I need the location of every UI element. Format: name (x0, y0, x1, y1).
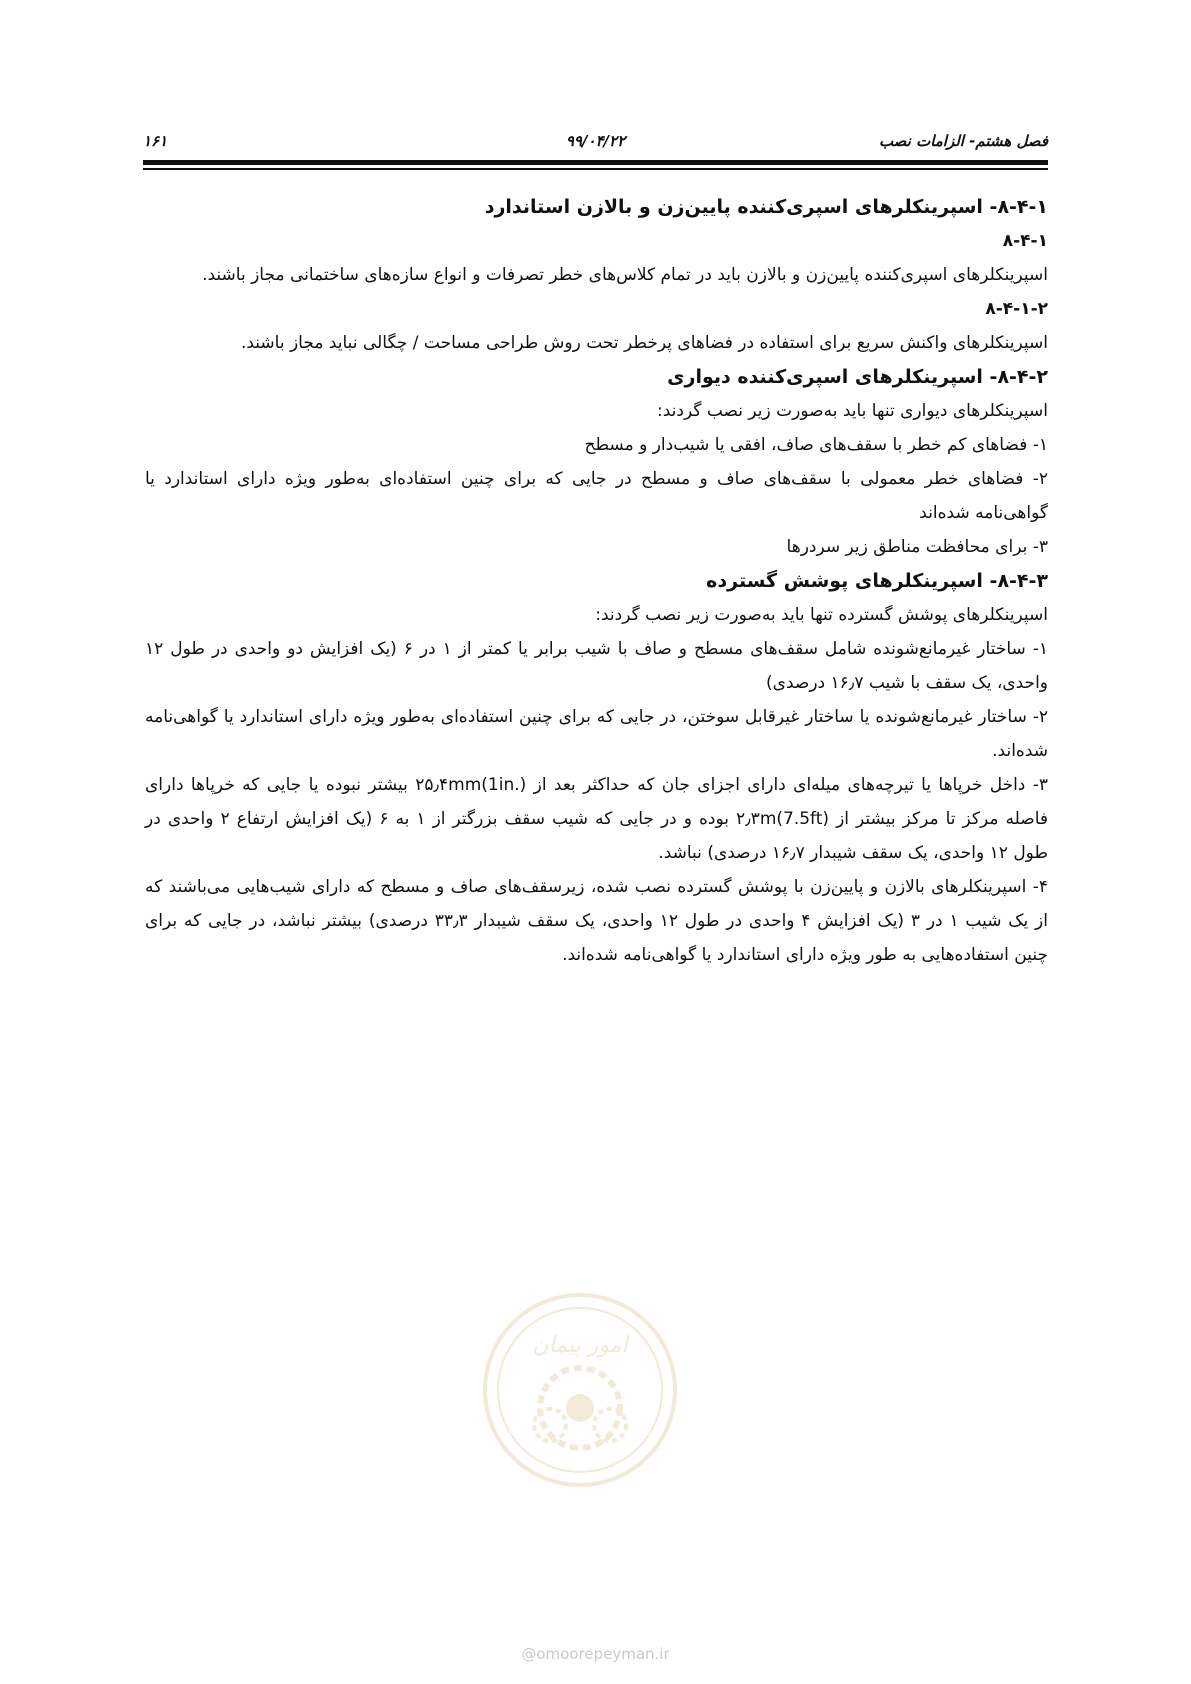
header-rule-thick (143, 160, 1048, 165)
body-content (145, 190, 1048, 972)
clause-paragraph: اسپرینکلرهای اسپری‌کننده پایین‌زن و بالازن باید در تمام کلاس‌های خطر تصرفات و انواع سازه‌های ساختمانی مجاز باشند. (202, 265, 1048, 285)
revision-date: ۹۹/۰۴/۲۲ (565, 132, 626, 150)
watermark-website: @omoorepeyman.ir (521, 1645, 670, 1663)
clause-paragraph: اسپرینکلرهای واکنش سریع برای استفاده در فضاهای پرخطر تحت روش طراحی مساحت / چگالی نباید مجاز باشند. (240, 333, 1048, 353)
watermark-seal (480, 1290, 680, 1490)
section-heading: ۸-۴-۱- اسپرینکلرهای اسپری‌کننده پایین‌زن و بالازن استاندارد (484, 196, 1048, 218)
list-item: ۲- فضاهای خطر معمولی با سقف‌های صاف و مسطح در جایی که برای چنین استفاده‌ای به‌طور ویژه دارای استاندارد یا گواهی‌نامه شده‌اند (145, 469, 1048, 523)
list-item: ۱- ساختار غیرمانع‌شونده شامل سقف‌های مسطح و صاف با شیب برابر یا کمتر از ۱ در ۶ (یک افزایش دو واحدی در طول ۱۲ واحدی، یک سقف با شیب ۱۶٫۷ درصدی) (145, 639, 1048, 693)
clause-number: ۸-۴-۱-۲ (985, 299, 1048, 319)
list-item: ۴- اسپرینکلرهای بالازن و پایین‌زن با پوشش گسترده نصب شده، زیرسقف‌های صاف و مسطح که دارای شیب‌هایی می‌باشند که از یک شیب ۱ در ۳ (یک افزایش ۴ واحدی در طول ۱۲ واحدی، یک سقف شیبدار ۳۳٫۳ درصدی) بیشتر نباشد، در جایی که برای چنین استفاده‌هایی به طور ویژه دارای استاندارد یا گواهی‌نامه شده‌اند. (145, 877, 1048, 965)
running-header (143, 128, 1048, 158)
seal-lettering: امور پیمان (532, 1333, 628, 1358)
page-number: ۱۶۱ (143, 132, 168, 150)
list-intro: اسپرینکلرهای دیواری تنها باید به‌صورت زیر نصب گردند: (657, 401, 1048, 421)
chapter-title: فصل هشتم- الزامات نصب (878, 132, 1048, 150)
header-rule-thin (143, 168, 1048, 170)
list-intro: اسپرینکلرهای پوشش گسترده تنها باید به‌صورت زیر نصب گردند: (595, 605, 1048, 625)
clause-number: ۸-۴-۱ (1002, 231, 1048, 251)
section-heading: ۸-۴-۲- اسپرینکلرهای اسپری‌کننده دیواری (667, 366, 1048, 388)
list-item: ۲- ساختار غیرمانع‌شونده یا ساختار غیرقابل سوختن، در جایی که برای چنین استفاده‌ای به‌طور ویژه دارای استاندارد یا گواهی‌نامه شده‌اند. (145, 707, 1048, 761)
section-heading: ۸-۴-۳- اسپرینکلرهای پوشش گسترده (706, 570, 1048, 592)
list-item: ۱- فضاهای کم خطر با سقف‌های صاف، افقی یا شیب‌دار و مسطح (584, 435, 1048, 455)
list-item: ۳- داخل خرپاها یا تیرچه‌های میله‌ای دارای اجزای جان که حداکثر بعد از ۲۵٫۴mm(1in.) بیشتر نبوده یا جایی که خرپاها دارای فاصله مرکز تا مرکز بیشتر از ۲٫۳m(7.5ft) بوده و در جایی که شیب سقف بزرگتر از ۱ به ۶ (یک افزایش ارتفاع ۲ واحدی در طول ۱۲ واحدی، یک سقف شیبدار ۱۶٫۷ درصدی) نباشد. (145, 775, 1049, 863)
list-item: ۳- برای محافظت مناطق زیر سردرها (786, 537, 1048, 557)
